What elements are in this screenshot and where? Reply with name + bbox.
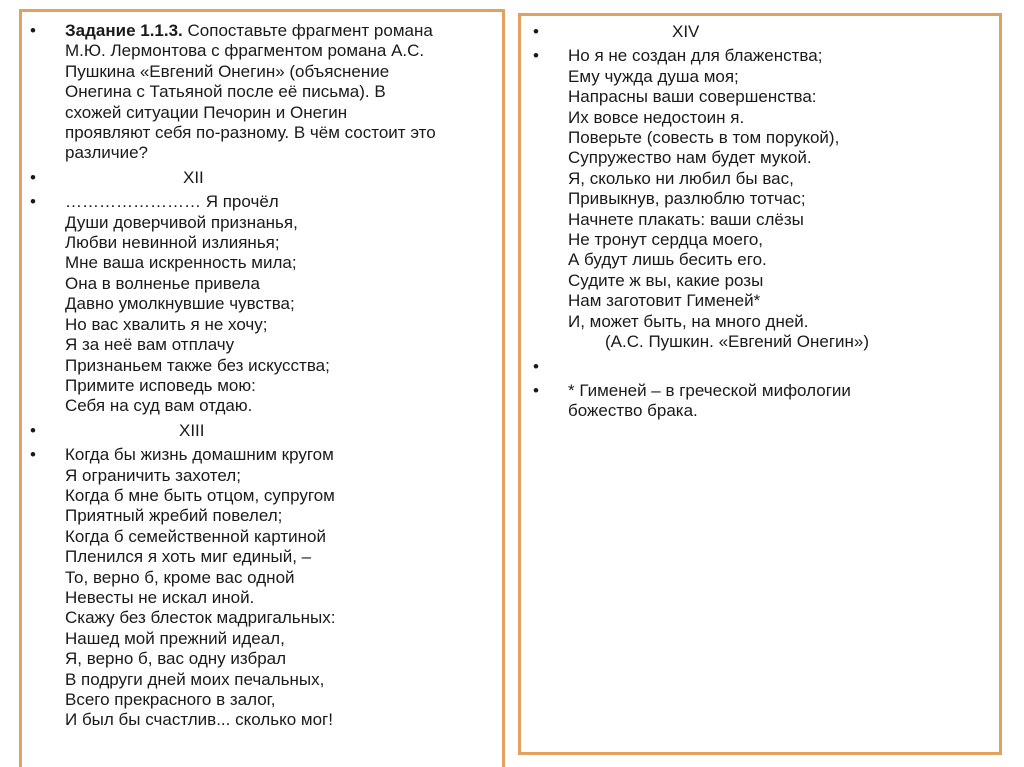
verse-line: Но вас хвалить я не хочу; — [65, 314, 268, 334]
bullet-dot: • — [533, 356, 539, 376]
verse-line: Любви невинной излиянья; — [65, 233, 280, 253]
verse-line: Напрасны ваши совершенства: — [568, 87, 817, 107]
task-label: Задание 1.1.3. — [65, 21, 183, 40]
stanza-heading-item — [28, 168, 498, 188]
right-bullet-list — [531, 22, 993, 426]
stanza-xii — [28, 192, 498, 416]
verse-line: И был бы счастлив... сколько мог! — [65, 710, 333, 730]
attribution: (А.С. Пушкин. «Евгений Онегин») — [605, 332, 870, 352]
bullet-dot: • — [30, 167, 36, 187]
bullet-dot: • — [30, 21, 36, 40]
stanza-heading-item — [531, 22, 993, 42]
task-text-line: проявляют себя по-разному. В чём состоит это — [65, 123, 436, 143]
footnote-item — [531, 381, 993, 422]
verse-line: Признаньем также без искусства; — [65, 355, 330, 375]
bullet-dot: • — [533, 46, 539, 66]
verse-line: Нашед мой прежний идеал, — [65, 628, 285, 648]
footnote-line: божество брака. — [568, 401, 698, 421]
verse-line: Всего прекрасного в залог, — [65, 690, 276, 709]
verse-line: Поверьте (совесть в том порукой), — [568, 128, 840, 148]
verse-line: Ему чужда душа моя; — [568, 66, 739, 86]
verse-line: Я за неё вам отплачу — [65, 335, 235, 355]
task-text-line: Пушкина «Евгений Онегин» (объяснение — [65, 61, 390, 81]
empty-bullet-item — [531, 357, 993, 377]
left-bullet-list — [28, 21, 498, 735]
task-text-line: Сопоставьте фрагмент романа — [182, 21, 433, 40]
verse-line: Когда б семейственной картиной — [65, 526, 326, 546]
verse-line: Пленился я хоть миг единый, – — [65, 547, 312, 567]
verse-line: Себя на суд вам отдаю. — [65, 396, 253, 416]
verse-line: Приятный жребий повелел; — [65, 506, 283, 526]
verse-line: Начнете плакать: ваши слёзы — [568, 209, 804, 229]
bullet-dot: • — [30, 445, 36, 465]
verse-line: То, верно б, кроме вас одной — [65, 567, 295, 587]
verse-line: Супружество нам будет мукой. — [568, 148, 812, 168]
stanza-number-xii: XII — [183, 167, 204, 187]
verse-line: Мне ваша искренность мила; — [65, 253, 297, 273]
stanza-xiv — [531, 46, 993, 352]
verse-line: Когда б мне быть отцом, супругом — [65, 485, 335, 505]
verse-line: Привыкнув, разлюблю тотчас; — [568, 189, 806, 209]
verse-line: Давно умолкнувшие чувства; — [65, 294, 295, 314]
verse-line: Судите ж вы, какие розы — [568, 270, 764, 290]
right-panel — [518, 13, 1002, 755]
verse-line: Она в волненье привела — [65, 273, 260, 293]
task-text-line: различие? — [65, 143, 148, 163]
verse-line: Нам заготовит Гименей* — [568, 291, 761, 311]
verse-line: Я, верно б, вас одну избрал — [65, 649, 287, 669]
verse-line: А будут лишь бесить его. — [568, 250, 767, 270]
task-text-line: Онегина с Татьяной после её письма). В — [65, 82, 386, 102]
stanza-number-xiii: XIII — [179, 420, 205, 440]
verse-line: Души доверчивой признанья, — [65, 212, 298, 232]
verse-line: Когда бы жизнь домашним кругом — [65, 445, 334, 465]
bullet-dot: • — [30, 192, 36, 212]
verse-line: Скажу без блесток мадригальных: — [65, 608, 336, 628]
stanza-heading-item — [28, 421, 498, 441]
verse-line: Примите исповедь мою: — [65, 375, 256, 395]
verse-line: Я, сколько ни любил бы вас, — [568, 168, 794, 188]
task-item — [28, 21, 498, 164]
verse-line: Не тронут сердца моего, — [568, 230, 764, 250]
task-text-line: схожей ситуации Печорин и Онегин — [65, 102, 348, 122]
left-panel — [19, 9, 505, 767]
footnote-line: * Гименей – в греческой мифологии — [568, 380, 851, 400]
stanza-xiii — [28, 445, 498, 731]
verse-line: …………………… Я прочёл — [65, 192, 279, 212]
bullet-dot: • — [533, 22, 539, 41]
verse-line: Невесты не искал иной. — [65, 587, 255, 607]
verse-line: Но я не создан для блаженства; — [568, 46, 823, 66]
verse-line: И, может быть, на много дней. — [568, 311, 809, 331]
verse-line: В подруги дней моих печальных, — [65, 669, 325, 689]
verse-line: Я ограничить захотел; — [65, 465, 241, 485]
bullet-dot: • — [30, 420, 36, 440]
verse-line: Их вовсе недостоин я. — [568, 107, 745, 127]
stanza-number-xiv: XIV — [672, 22, 700, 41]
task-text-line: М.Ю. Лермонтова с фрагментом романа А.С. — [65, 41, 425, 61]
bullet-dot: • — [533, 380, 539, 400]
